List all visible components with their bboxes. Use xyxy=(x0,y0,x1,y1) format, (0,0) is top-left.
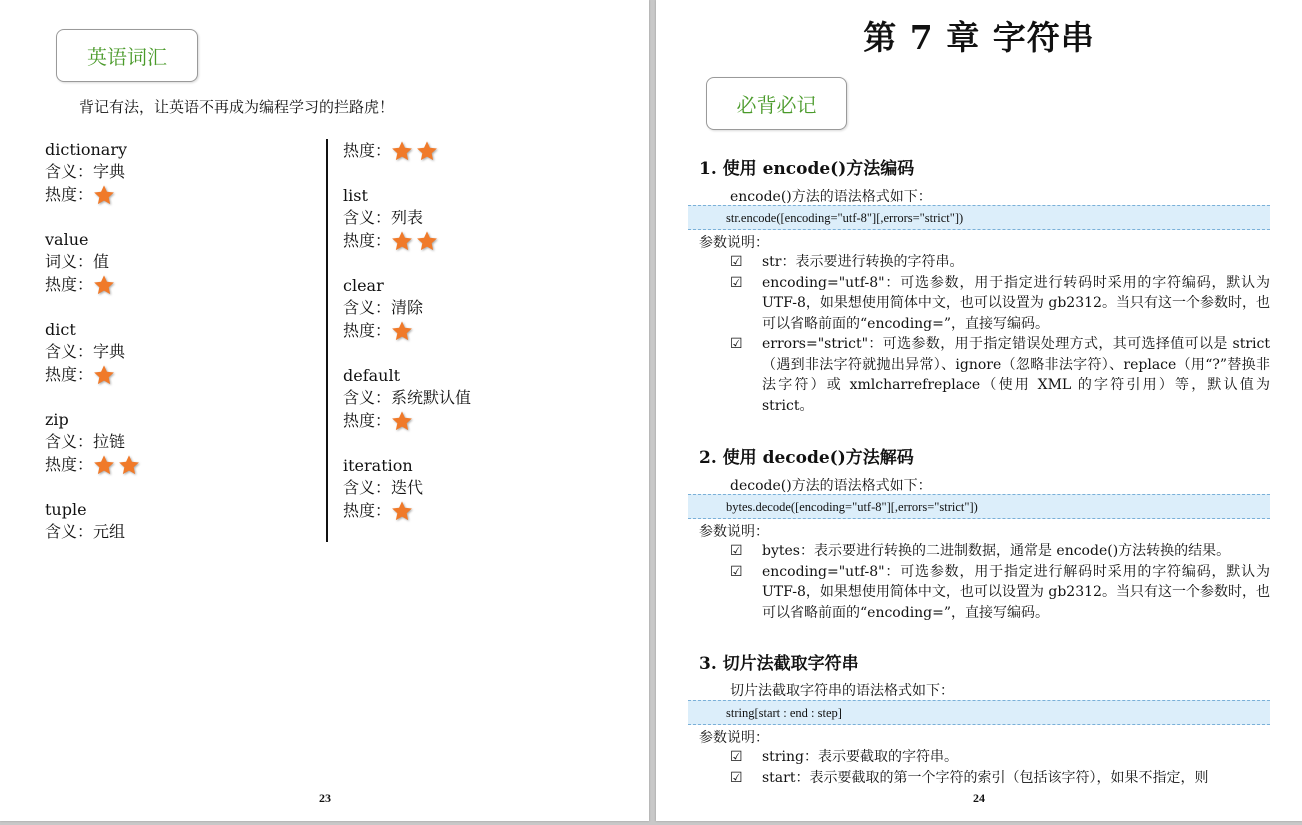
meaning-text: 清除 xyxy=(391,298,424,317)
star-icon xyxy=(391,500,413,522)
meaning-label: 含义： xyxy=(343,298,392,317)
heat-label: 热度： xyxy=(45,275,94,294)
checkbox-icon: ☑ xyxy=(730,543,743,559)
meaning-label: 含义： xyxy=(45,342,94,361)
section-heading-slice: 3. 切片法截取字符串 xyxy=(699,654,859,674)
syntax-intro-decode: decode()方法的语法格式如下： xyxy=(730,478,932,494)
param-item xyxy=(730,273,1270,335)
heat-label: 热度： xyxy=(343,231,392,250)
star-icon xyxy=(416,140,438,162)
syntax-intro-slice: 切片法截取字符串的语法格式如下： xyxy=(730,683,954,699)
param-item xyxy=(730,747,1270,768)
heat-row xyxy=(45,273,315,297)
star-icon xyxy=(416,230,438,252)
star-icon xyxy=(391,410,413,432)
meaning-label: 含义： xyxy=(343,388,392,407)
code-box-slice: string[start : end : step] xyxy=(688,700,1270,725)
param-text: start：表示要截取的第一个字符的索引（包括该字符），如果不指定，则 xyxy=(762,769,1209,786)
vocab-entry xyxy=(45,319,315,387)
meaning-label: 词义： xyxy=(45,252,94,271)
vocab-word: dict xyxy=(45,320,76,339)
vocab-entry xyxy=(45,229,315,297)
heat-label: 热度： xyxy=(343,501,392,520)
heat-label: 热度： xyxy=(343,321,392,340)
heat-row xyxy=(343,139,633,163)
code-box-decode: bytes.decode([encoding="utf-8"][,errors="strict"]) xyxy=(688,494,1270,519)
vocab-intro: 背记有法，让英语不再成为编程学习的拦路虎！ xyxy=(79,98,395,116)
checkbox-icon: ☑ xyxy=(730,749,743,765)
star-icon xyxy=(93,364,115,386)
vocab-entry xyxy=(343,365,633,433)
meaning-label: 含义： xyxy=(343,478,392,497)
heat-row xyxy=(343,499,633,523)
vocab-meaning xyxy=(45,251,315,273)
param-label-encode: 参数说明： xyxy=(699,235,769,251)
heat-row xyxy=(45,363,315,387)
vocab-word: iteration xyxy=(343,456,413,475)
param-item xyxy=(730,541,1270,562)
vocab-word: clear xyxy=(343,276,384,295)
left-page xyxy=(0,0,649,821)
heat-label: 热度： xyxy=(45,455,94,474)
meaning-label: 含义： xyxy=(45,162,94,181)
meaning-text: 系统默认值 xyxy=(391,388,472,407)
checkbox-icon: ☑ xyxy=(730,274,743,291)
vocab-word: default xyxy=(343,366,401,385)
vocab-meaning xyxy=(343,297,633,319)
star-icon xyxy=(118,454,140,476)
vocab-meaning xyxy=(45,431,315,453)
vocab-entry xyxy=(343,455,633,523)
page-number-left: 23 xyxy=(319,791,331,805)
page-number-right: 24 xyxy=(973,791,985,805)
column-divider xyxy=(326,139,328,542)
meaning-text: 元组 xyxy=(93,522,126,541)
star-icon xyxy=(93,274,115,296)
param-text: encoding="utf-8"：可选参数，用于指定进行解码时采用的字符编码，默认为 UTF-8，如果想使用简体中文，也可以设置为 gb2312。当只有这一个参数时，也可以省略前面的“encoding=”，直接写编码。 xyxy=(762,563,1270,621)
meaning-label: 含义： xyxy=(343,208,392,227)
section-heading-encode: 1. 使用 encode()方法编码 xyxy=(699,159,915,179)
heat-row xyxy=(45,183,315,207)
vocab-tag xyxy=(56,29,198,82)
star-icon xyxy=(93,454,115,476)
checkbox-icon: ☑ xyxy=(730,563,743,580)
param-text: encoding="utf-8"：可选参数，用于指定进行转码时采用的字符编码，默认为 UTF-8，如果想使用简体中文，也可以设置为 gb2312。当只有这一个参数时，也可以省略前面的“encoding=”，直接写编码。 xyxy=(762,274,1270,332)
heat-label: 热度： xyxy=(45,185,94,204)
vocab-entry xyxy=(45,409,315,477)
section-heading-decode: 2. 使用 decode()方法解码 xyxy=(699,448,914,468)
chapter-title: 第 7 章 字符串 xyxy=(863,18,1095,57)
checkbox-icon: ☑ xyxy=(730,254,743,270)
vocab-meaning xyxy=(45,521,315,543)
param-list-decode xyxy=(730,541,1270,623)
vocab-entry-continued xyxy=(343,139,633,163)
heat-row xyxy=(343,229,633,253)
right-page xyxy=(656,0,1302,821)
vocab-word: tuple xyxy=(45,500,87,519)
vocab-meaning xyxy=(343,207,633,229)
vocab-entry xyxy=(343,185,633,253)
vocab-entry xyxy=(45,499,315,543)
meaning-text: 字典 xyxy=(93,162,126,181)
meaning-label: 含义： xyxy=(45,432,94,451)
param-list-encode xyxy=(730,252,1270,416)
param-label-slice: 参数说明： xyxy=(699,730,769,746)
vocab-word: dictionary xyxy=(45,140,128,159)
heat-row xyxy=(343,319,633,343)
vocab-column-right xyxy=(343,139,633,545)
star-icon xyxy=(391,230,413,252)
param-item xyxy=(730,334,1270,416)
meaning-text: 列表 xyxy=(391,208,424,227)
vocab-entry xyxy=(45,139,315,207)
param-text: errors="strict"：可选参数，用于指定错误处理方式，其可选择值可以是 strict（遇到非法字符就抛出异常）、ignore（忽略非法字符）、replace（用“?”替换非法字符）或 xmlcharrefreplace（使用 XML 的字符引用）等，默认值为 strict。 xyxy=(762,336,1270,414)
param-item xyxy=(730,562,1270,624)
heat-label: 热度： xyxy=(343,141,392,160)
meaning-text: 值 xyxy=(93,252,110,271)
vocab-entry xyxy=(343,275,633,343)
vocab-word: list xyxy=(343,186,368,205)
star-icon xyxy=(391,140,413,162)
heat-label: 热度： xyxy=(343,411,392,430)
vocab-word: zip xyxy=(45,410,69,429)
checkbox-icon: ☑ xyxy=(730,336,743,352)
param-text: string：表示要截取的字符串。 xyxy=(762,749,958,765)
param-item xyxy=(730,768,1270,789)
vocab-meaning xyxy=(343,387,633,409)
checkbox-icon: ☑ xyxy=(730,769,743,786)
param-item xyxy=(730,252,1270,273)
must-remember-tag-label: 必背必记 xyxy=(736,93,817,117)
heat-row xyxy=(45,453,315,477)
vocab-word: value xyxy=(45,230,89,249)
meaning-text: 拉链 xyxy=(93,432,126,451)
syntax-intro-encode: encode()方法的语法格式如下： xyxy=(730,189,932,205)
star-icon xyxy=(93,184,115,206)
heat-row xyxy=(343,409,633,433)
star-icon xyxy=(391,320,413,342)
heat-label: 热度： xyxy=(45,365,94,384)
vocab-meaning xyxy=(45,161,315,183)
must-remember-tag xyxy=(706,77,847,130)
code-box-encode: str.encode([encoding="utf-8"][,errors="strict"]) xyxy=(688,205,1270,230)
param-label-decode: 参数说明： xyxy=(699,524,769,540)
param-text: str：表示要进行转换的字符串。 xyxy=(762,254,964,270)
vocab-column-left xyxy=(45,139,315,565)
vocab-meaning xyxy=(343,477,633,499)
vocab-tag-label: 英语词汇 xyxy=(87,45,167,69)
meaning-text: 字典 xyxy=(93,342,126,361)
param-text: bytes：表示要进行转换的二进制数据，通常是 encode()方法转换的结果。 xyxy=(762,543,1231,559)
param-list-slice xyxy=(730,747,1270,788)
vocab-meaning xyxy=(45,341,315,363)
meaning-label: 含义： xyxy=(45,522,94,541)
meaning-text: 迭代 xyxy=(391,478,424,497)
